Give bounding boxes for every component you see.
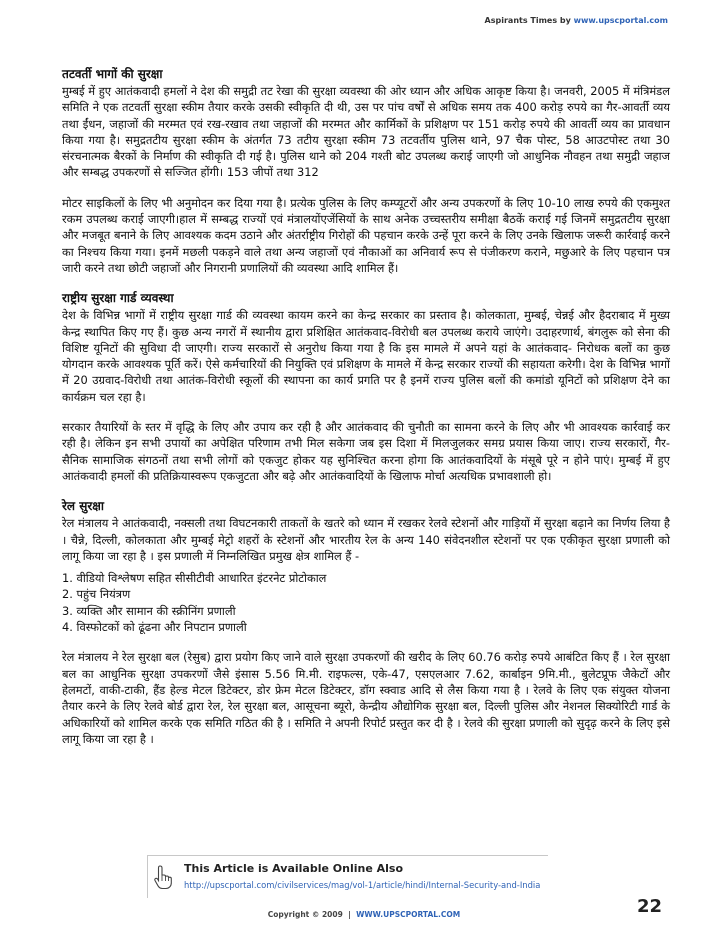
online-article-title: This Article is Available Online Also xyxy=(184,862,404,875)
list-item: 4. विस्फोटकों को ढूंढना और निपटान प्रणाली xyxy=(62,620,247,635)
header-label: Aspirants Times by xyxy=(484,16,571,25)
footer-site-link[interactable]: WWW.UPSCPORTAL.COM xyxy=(356,910,461,919)
pointing-hand-icon xyxy=(152,864,174,890)
copyright-text: Copyright © 2009 xyxy=(267,910,343,919)
online-article-box[interactable] xyxy=(147,855,548,898)
section-title-nsg: राष्ट्रीय सुरक्षा गार्ड व्यवस्था xyxy=(62,291,174,306)
paragraph: मोटर साइकिलों के लिए भी अनुमोदन कर दिया गया है। प्रत्येक पुलिस के लिए कम्प्यूटरों और अन्य उपकरणों के लिए 10-10 लाख रुपये की एकमुश्त रकम उपलब्ध कराई जाएगी।हाल में सम्बद्ध राज्यों एवं मंत्रालयोंएजेंसियों के साथ अनेक उच्चस्तरीय समीक्षा बैठकें कराई गई जिनमें समुद्रतटीय सुरक्षा और मजबूत बनाने के लिए आवश्यक कदम उठाने और अंतर्राष्ट्रीय गिरोहों की पहचान करके उन्हें पूरा करने के लिए उनके खिलाफ जरूरी कार्रवाई करने का निश्चय किया गया। इनमें मछली पकड़ने वाले तथा अन्य जहाजों एवं नौकाओं का अनिवार्य रूप से पंजीकरण कराने, मछुआरे के लिए पहचान पत्र जारी करने तथा छोटी जहाजों और निगरानी प्रणालियों की व्यवस्था आदि शामिल हैं। xyxy=(62,195,670,275)
page-number: 22 xyxy=(636,896,662,917)
list-item: 3. व्यक्ति और सामान की स्क्रीनिंग प्रणाली xyxy=(62,603,236,618)
article-body xyxy=(62,66,670,761)
paragraph: देश के विभिन्न भागों में राष्ट्रीय सुरक्षा गार्ड की व्यवस्था कायम करने का केन्द्र सरकार का प्रस्ताव है। कोलकाता, मुम्बई, चेन्नई और हैदराबाद में मुख्य केन्द्र स्थापित किए गए हैं। कुछ अन्य नगरों में स्थानीय द्वारा प्रशिक्षित आतंकवाद-विरोधी बल उपलब्ध कराये जाएंगे। उदाहरणार्थ, बंगलुरू को सेना की विशिष्ट यूनिटों की सुविधा दी जाएगी। राज्य सरकारों से अनुरोध किया गया है कि इस मामले में अपने यहां के आतंकवाद- निरोधक बलों का कुछ योगदान करके आवश्यक पूर्ति करें। ऐसे कर्मचारियों की नियुक्ति एवं प्रशिक्षण के मामले में केन्द्र सरकार राज्यों की सहायता करेगी। देश के विभिन्न भागों में 20 उग्रवाद-विरोधी तथा आतंक-विरोधी स्कूलों की स्थापना का कार्य प्रगति पर है इनमें राज्य पुलिस बलों की कमांडो यूनिटों को प्रशिक्षण देने का कार्यक्रम चल रहा है। xyxy=(62,308,670,404)
header-site-link[interactable]: www.upscportal.com xyxy=(573,16,668,25)
copyright-line xyxy=(0,910,728,919)
paragraph: रेल मंत्रालय ने आतंकवादी, नक्सली तथा विघटनकारी ताकतों के खतरे को ध्यान में रखकर रेलवे स्टेशनों और गाड़ियों में सुरक्षा बढ़ाने का निर्णय लिया है । चैन्ने, दिल्ली, कोलकाता और मुम्बई मेट्रो शहरों के स्टेशनों और भारतीय रेल के अन्य 140 संवेदनशील स्टेशनों पर एक एकीकृत सुरक्षा प्रणाली को लागू किया जा रहा है । इस प्रणाली में निम्नलिखित प्रमुख क्षेत्र शामिल हैं - xyxy=(62,516,670,563)
separator: | xyxy=(348,910,351,919)
section-title-coastal: तटवर्ती भागों की सुरक्षा xyxy=(62,67,163,81)
list-item: 2. पहुंच नियंत्रण xyxy=(62,587,131,602)
rail-security-list xyxy=(62,570,670,635)
section-title-rail: रेल सुरक्षा xyxy=(62,499,104,514)
paragraph: मुम्बई में हुए आतंकवादी हमलों ने देश की समुद्री तट रेखा की सुरक्षा व्यवस्था की ओर ध्यान और अधिक आकृष्ट किया है। जनवरी, 2005 में मंत्रिमंडल समिति ने एक तटवर्ती सुरक्षा स्कीम तैयार करके उसकी स्वीकृति दी थी, उस पर पांच वर्षों से अधिक समय तक 400 करोड़ रुपये का गैर-आवर्ती व्यय तथा ईंधन, जहाजों की मरम्मत एवं रख-रखाव तथा जहाजों की मरम्मत और कार्मिकों के प्रशिक्षण पर 151 करोड़ रुपये की आवर्ती व्यय का प्रावधान किया गया है। समुद्रतटीय सुरक्षा स्कीम के अंतर्गत 73 तटीय सुरक्षा स्कीम 73 तटवर्तीय पुलिस थाने, 97 चैक पोस्ट, 58 आउटपोस्ट तथा 30 संरचनात्मक बैरकों के निर्माण की स्वीकृति दी गई है। पुलिस थाने को 204 गश्ती बोट उपलब्ध कराई जाएगी जो आधुनिक नौवहन तथा समुद्री जहाज और सम्बद्ध उपकरणों से सज्जित होंगी। 153 जीपों तथा 312 xyxy=(62,84,670,180)
page-header xyxy=(485,16,668,25)
online-article-link[interactable]: http://upscportal.com/civilservices/mag/vol-1/article/hindi/Internal-Security-and-India xyxy=(184,880,541,890)
paragraph: सरकार तैयारियों के स्तर में वृद्धि के लिए और उपाय कर रही है और आतंकवाद की चुनौती का सामना करने के लिए और भी आवश्यक कार्रवाई कर रही है। लेकिन इन सभी उपायों का अपेक्षित परिणाम तभी मिल सकेगा जब इस दिशा में मिलजुलकर समग्र प्रयास किया जाए। राज्य सरकारों, गैर-सैनिक सामाजिक संगठनों तथा सभी लोगों को एकजुट होकर यह सुनिश्चित करना होगा कि आतंकवादियों के मंसूबे पूरे न होने पाएं। मुम्बई में हुए आतंकवादी हमलों की प्रतिक्रियास्वरूप एकजुटता और बढ़े और आतंकवादियों के खिलाफ मोर्चा अत्यधिक प्रभावशाली हो। xyxy=(62,420,670,483)
paragraph: रेल मंत्रालय ने रेल सुरक्षा बल (रेसुब) द्वारा प्रयोग किए जाने वाले सुरक्षा उपकरणों की खरीद के लिए 60.76 करोड़ रुपये आबंटित किए हैं । रेल सुरक्षा बल का आधुनिक सुरक्षा उपकरणों जैसे इंसास 5.56 मि.मी. राइफल्स, एके-47, एसएलआर 7.62, कार्बाइन 9मि.मी., बुलेटप्रूफ जैकेटों और हेलमटों, वाकी-टाकी, हैंड हेल्ड मेटल डिटेक्टर, डोर फ्रेम मेटल डिटेक्टर, डॉग स्क्वाड आदि से लैस किया गया है । रेलवे के लिए एक संयुक्त योजना तैयार करने के लिए रेलवे बोर्ड द्वारा रेल, रेल सुरक्षा बल, आसूचना ब्यूरो, केन्द्रीय औद्योगिक सुरक्षा बल, दिल्ली पुलिस और नेशनल सिक्योरिटी गार्ड के अधिकारियों को शामिल करके एक समिति गठित की है । समिति ने अपनी रिपोर्ट प्रस्तुत कर दी है । रेलवे की सुरक्षा प्रणाली को सुदृढ़ करने के लिए इसे लागू किया जा रहा है । xyxy=(62,650,670,746)
list-item: 1. वीडियो विश्लेषण सहित सीसीटीवी आधारित इंटरनेट प्रोटोकाल xyxy=(62,571,327,586)
